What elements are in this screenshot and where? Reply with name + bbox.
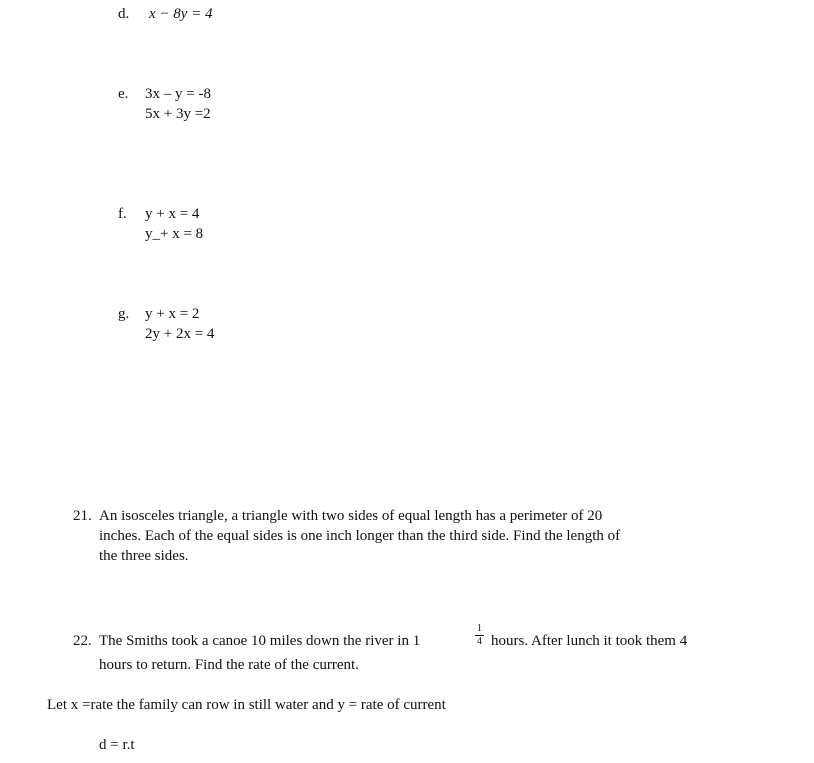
item-f-label: f. [118, 206, 127, 222]
problem-22-text-after: hours. After lunch it took them 4 [491, 633, 688, 649]
problem-22-fraction [475, 624, 484, 647]
distance-formula: d = r.t [99, 737, 135, 753]
item-g-label: g. [118, 306, 130, 322]
problem-21-line-1: An isosceles triangle, a triangle with two sides of equal length has a perimeter of 20 [99, 508, 603, 524]
item-d-equation: x − 8y = 4 [149, 6, 213, 22]
problem-22-line-2: hours to return. Find the rate of the current. [99, 657, 359, 673]
item-e-equation-1: 3x – y = -8 [145, 86, 211, 102]
fraction-denominator: 4 [477, 636, 482, 647]
item-e-equation-2: 5x + 3y =2 [145, 106, 211, 122]
item-d-label: d. [118, 6, 130, 22]
problem-22-text-before: The Smiths took a canoe 10 miles down the river in 1 [99, 633, 421, 649]
let-statement: Let x =rate the family can row in still water and y = rate of current [47, 697, 446, 713]
problem-21-number: 21. [73, 508, 92, 524]
item-g-equation-1: y + x = 2 [145, 306, 200, 322]
item-f-equation-2: y_+ x = 8 [145, 226, 204, 242]
fraction-numerator: 1 [477, 623, 482, 634]
problem-22-number: 22. [73, 633, 92, 649]
problem-21-line-3: the three sides. [99, 548, 189, 564]
problem-21-line-2: inches. Each of the equal sides is one inch longer than the third side. Find the length of [99, 528, 621, 544]
item-e-label: e. [118, 86, 129, 102]
item-g-equation-2: 2y + 2x = 4 [145, 326, 215, 342]
item-f-equation-1: y + x = 4 [145, 206, 200, 222]
